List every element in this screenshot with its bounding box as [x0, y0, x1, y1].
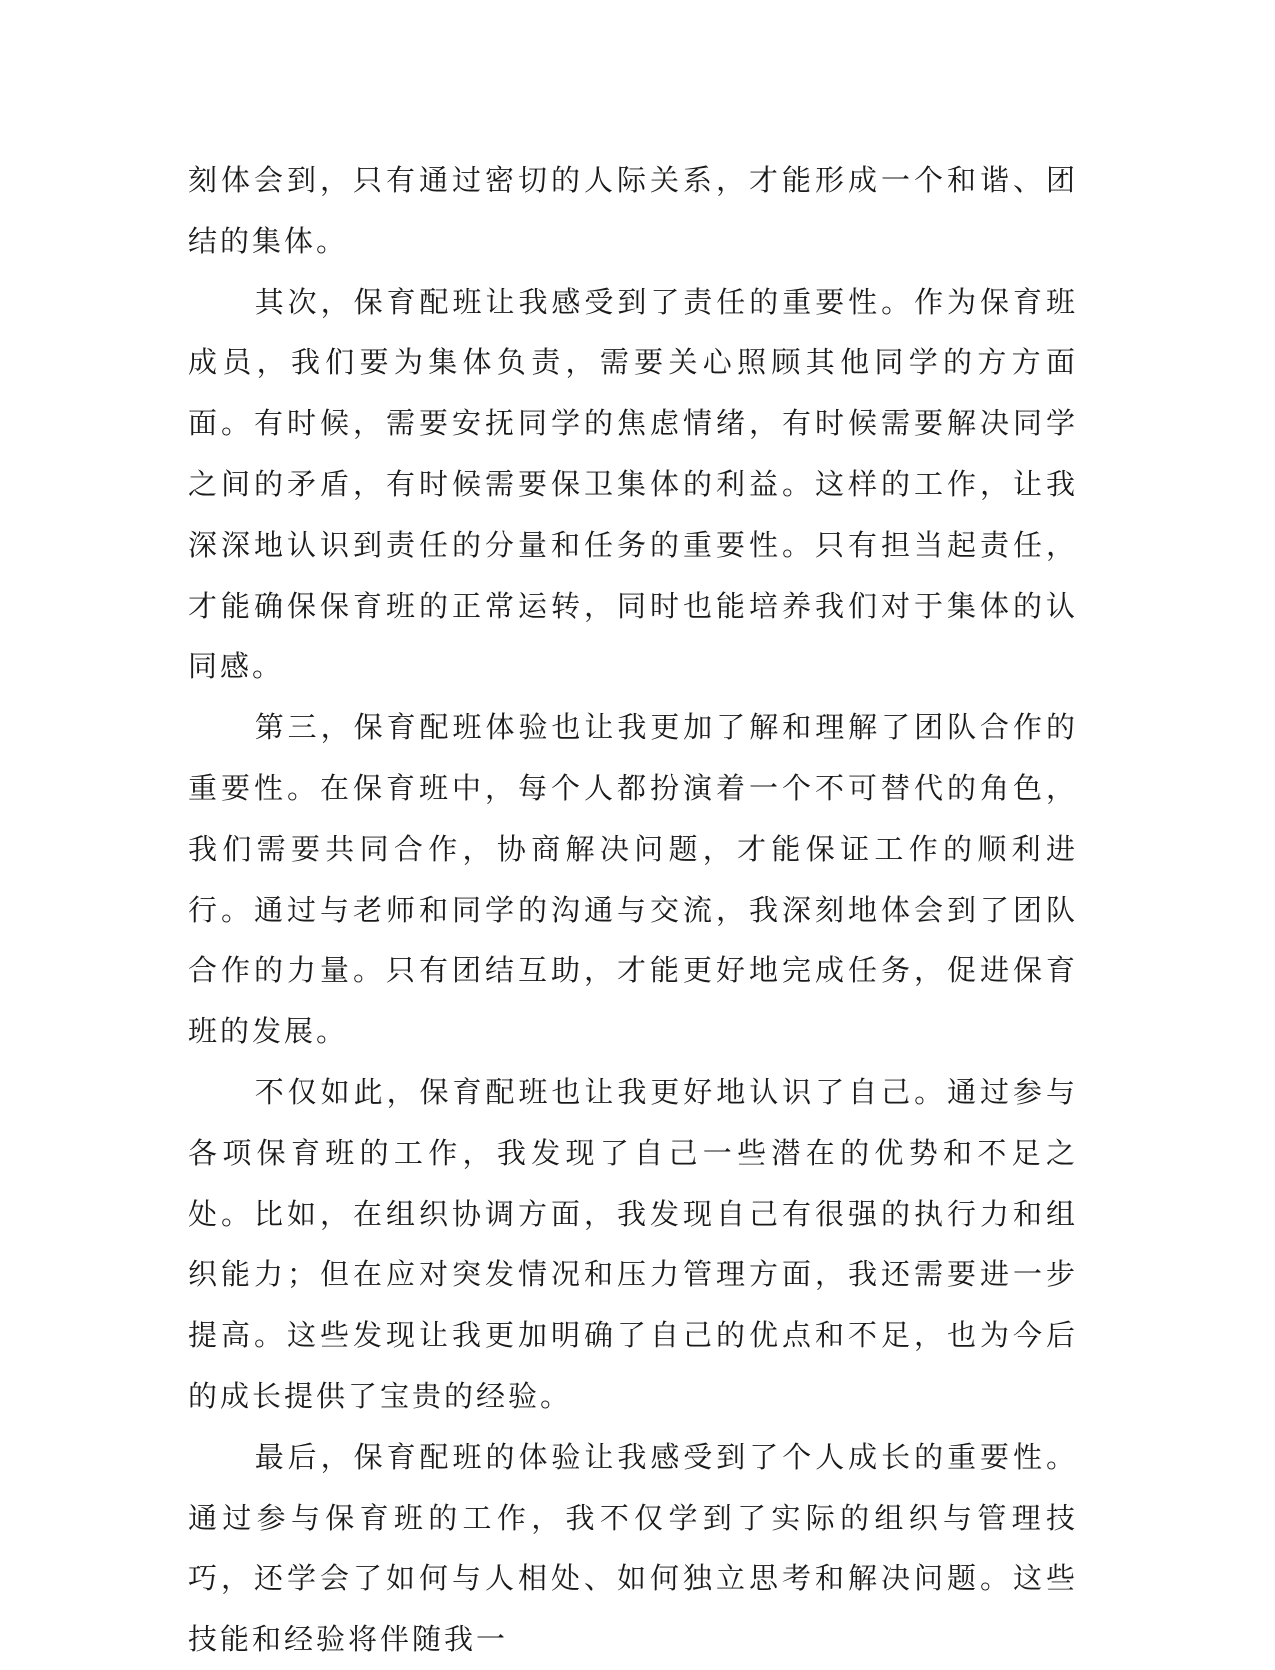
paragraph-teamwork: 第三，保育配班体验也让我更加了解和理解了团队合作的重要性。在保育班中，每个人都扮演着一个不可替代的角色，我们需要共同合作，协商解决问题，才能保证工作的顺利进行。通过与老师和同学的沟通与交流，我深刻地体会到了团队合作的力量。只有团结互助，才能更好地完成任务，促进保育班的发展。 [188, 710, 1078, 1049]
body-text [188, 150, 1078, 1670]
paragraph-personal-growth: 最后，保育配班的体验让我感受到了个人成长的重要性。通过参与保育班的工作，我不仅学到了实际的组织与管理技巧，还学会了如何与人相处、如何独立思考和解决问题。这些技能和经验将伴随我一 [188, 1439, 1078, 1657]
paragraph-responsibility: 其次，保育配班让我感受到了责任的重要性。作为保育班成员，我们要为集体负责，需要关心照顾其他同学的方方面面。有时候，需要安抚同学的焦虑情绪，有时候需要解决同学之间的矛盾，有时候需要保卫集体的利益。这样的工作，让我深深地认识到责任的分量和任务的重要性。只有担当起责任，才能确保保育班的正常运转，同时也能培养我们对于集体的认同感。 [188, 284, 1078, 684]
paragraph-self-awareness: 不仅如此，保育配班也让我更好地认识了自己。通过参与各项保育班的工作，我发现了自己一些潜在的优势和不足之处。比如，在组织协调方面，我发现自己有很强的执行力和组织能力；但在应对突发情况和压力管理方面，我还需要进一步提高。这些发现让我更加明确了自己的优点和不足，也为今后的成长提供了宝贵的经验。 [188, 1074, 1078, 1413]
paragraph-continuation: 刻体会到，只有通过密切的人际关系，才能形成一个和谐、团结的集体。 [188, 163, 1078, 258]
